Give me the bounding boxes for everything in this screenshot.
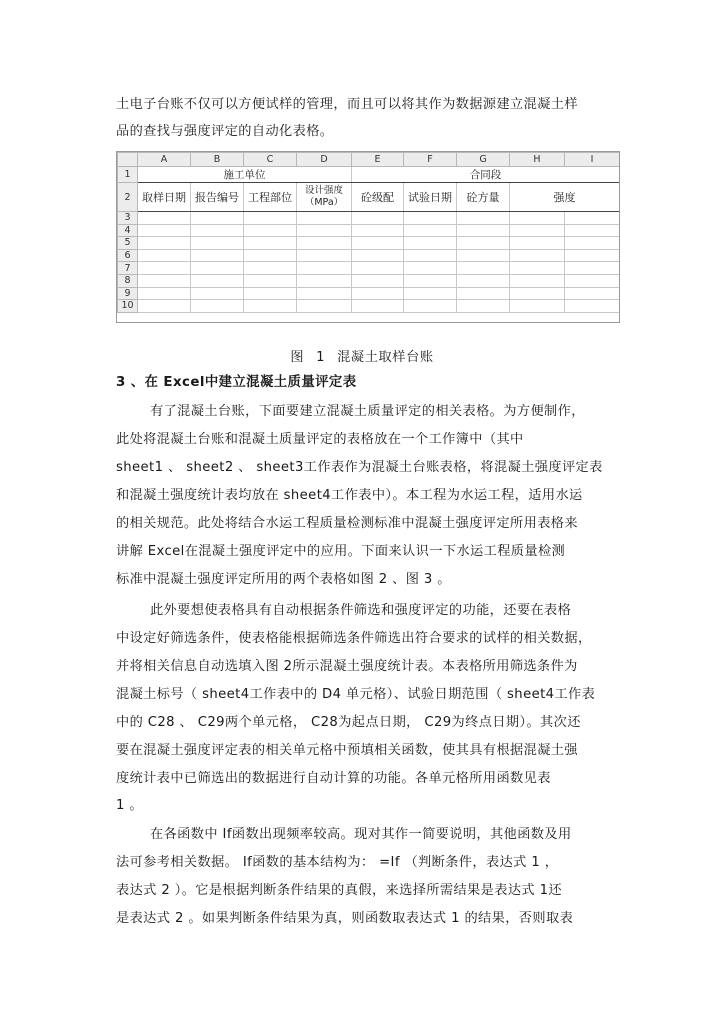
grid-cell[interactable]: [352, 237, 404, 250]
select-all-corner[interactable]: [118, 153, 138, 167]
grid-cell[interactable]: [244, 249, 297, 262]
paragraph-2-line: 度统计表中已筛选出的数据进行自动计算的功能。各单元格所用函数见表: [116, 771, 551, 786]
figure-caption: [0, 346, 724, 365]
grid-cell[interactable]: [352, 249, 404, 262]
grid-cell[interactable]: [510, 249, 565, 262]
grid-cell[interactable]: [244, 224, 297, 237]
grid-cell[interactable]: [565, 300, 620, 313]
column-header-g[interactable]: G: [457, 153, 510, 167]
paragraph-1-line: 讲解 Excel在混凝土强度评定中的应用。下面来认识一下水运工程质量检测: [116, 544, 566, 559]
paragraph-1-line: 的相关规范。此处将结合水运工程质量检测标准中混凝土强度评定所用表格来: [116, 516, 578, 531]
grid-cell[interactable]: [565, 224, 620, 237]
column-header-b[interactable]: B: [191, 153, 244, 167]
grid-cell[interactable]: [352, 224, 404, 237]
row-header-1[interactable]: 1: [118, 167, 138, 183]
grid-cell[interactable]: [297, 249, 352, 262]
row-header-4[interactable]: 4: [118, 224, 138, 237]
row-header-9[interactable]: 9: [118, 287, 138, 300]
table-row: [118, 249, 620, 262]
paragraph-2-line: 此外要想使表格具有自动根据条件筛选和强度评定的功能，还要在表格: [150, 603, 572, 618]
grid-cell[interactable]: [191, 287, 244, 300]
spreadsheet-figure: [116, 151, 620, 323]
figure-title: 混凝土取样台账: [337, 350, 434, 365]
section-heading: 3 、在 Excel中建立混凝土质量评定表: [116, 375, 357, 390]
figure-label: 图: [290, 350, 305, 365]
grid-cell[interactable]: [352, 274, 404, 287]
grid-cell[interactable]: [352, 300, 404, 313]
paragraph-2-line: 要在混凝土强度评定表的相关单元格中预填相关函数，使其具有根据混凝土强: [116, 743, 578, 758]
grid-cell[interactable]: [138, 237, 191, 250]
grid-cell[interactable]: [297, 212, 352, 225]
grid-cell[interactable]: [457, 287, 510, 300]
grid-cell[interactable]: [138, 300, 191, 313]
grid-cell[interactable]: [191, 237, 244, 250]
grid-cell[interactable]: [138, 249, 191, 262]
grid-cell[interactable]: [244, 287, 297, 300]
grid-cell[interactable]: [191, 212, 244, 225]
intro-line-1: 土电子台账不仅可以方便试样的管理，而且可以将其作为数据源建立混凝土样: [116, 97, 578, 112]
paragraph-1-line: 此处将混凝土台账和混凝土质量评定的表格放在一个工作簿中（其中: [116, 432, 524, 447]
table-row: [118, 300, 620, 313]
column-header-h[interactable]: H: [510, 153, 565, 167]
grid-cell[interactable]: [565, 212, 620, 225]
header-report-number[interactable]: 报告编号: [191, 183, 244, 212]
table-row: [118, 274, 620, 287]
header-strength[interactable]: 强度: [510, 183, 620, 212]
grid-cell[interactable]: [510, 300, 565, 313]
grid-cell[interactable]: [244, 274, 297, 287]
grid-cell[interactable]: [404, 274, 457, 287]
row-header-7[interactable]: 7: [118, 262, 138, 275]
row-header-3[interactable]: 3: [118, 212, 138, 225]
design-strength-unit: （MPa）: [304, 197, 344, 208]
header-concrete-volume[interactable]: 砼方量: [457, 183, 510, 212]
construction-unit-cell[interactable]: 施工单位: [138, 167, 352, 183]
grid-cell[interactable]: [457, 249, 510, 262]
grid-cell[interactable]: [244, 237, 297, 250]
grid-cell[interactable]: [404, 237, 457, 250]
grid-cell[interactable]: [352, 262, 404, 275]
grid-cell[interactable]: [565, 249, 620, 262]
grid-cell[interactable]: [352, 287, 404, 300]
grid-cell[interactable]: [138, 212, 191, 225]
grid-cell[interactable]: [138, 224, 191, 237]
grid-cell[interactable]: [297, 287, 352, 300]
table-row: [118, 287, 620, 300]
grid-cell[interactable]: [404, 262, 457, 275]
header-concrete-grade[interactable]: 砼级配: [352, 183, 404, 212]
grid-cell[interactable]: [510, 287, 565, 300]
grid-cell[interactable]: [297, 237, 352, 250]
column-header-e[interactable]: E: [352, 153, 404, 167]
grid-cell[interactable]: [565, 274, 620, 287]
grid-cell[interactable]: [297, 300, 352, 313]
paragraph-3-line: 是表达式 2 。如果判断条件结果为真，则函数取表达式 1 的结果，否则取表: [116, 911, 574, 926]
sheet-row-2: [118, 183, 620, 212]
grid-cell[interactable]: [297, 262, 352, 275]
contract-section-cell[interactable]: 合同段: [352, 167, 620, 183]
header-sampling-date[interactable]: 取样日期: [138, 183, 191, 212]
grid-cell[interactable]: [565, 237, 620, 250]
grid-cell[interactable]: [404, 212, 457, 225]
column-header-a[interactable]: A: [138, 153, 191, 167]
sheet-row-1: [118, 167, 620, 183]
grid-cell[interactable]: [191, 224, 244, 237]
grid-cell[interactable]: [138, 262, 191, 275]
grid-cell[interactable]: [244, 262, 297, 275]
grid-cell[interactable]: [457, 237, 510, 250]
grid-cell[interactable]: [138, 274, 191, 287]
paragraph-1-line: 有了混凝土台账，下面要建立混凝土质量评定的相关表格。为方便制作，: [150, 404, 585, 419]
header-design-strength[interactable]: [297, 183, 352, 212]
grid-cell[interactable]: [191, 262, 244, 275]
paragraph-2-line: 中设定好筛选条件，使表格能根据筛选条件筛选出符合要求的试样的相关数据，: [116, 631, 592, 646]
table-row: [118, 262, 620, 275]
paragraph-3-line: 表达式 2 ）。它是根据判断条件结果的真假，来选择所需结果是表达式 1还: [116, 883, 562, 898]
grid-cell[interactable]: [510, 212, 565, 225]
grid-cell[interactable]: [297, 224, 352, 237]
paragraph-3-line: 在各函数中 If函数出现频率较高。现对其作一简要说明，其他函数及用: [150, 827, 572, 842]
grid-cell[interactable]: [565, 287, 620, 300]
grid-cell[interactable]: [191, 274, 244, 287]
grid-cell[interactable]: [244, 300, 297, 313]
row-header-6[interactable]: 6: [118, 249, 138, 262]
grid-cell[interactable]: [191, 300, 244, 313]
paragraph-2-line: 中的 C28 、 C29两个单元格， C28为起点日期， C29为终点日期）。其次还: [116, 715, 581, 730]
table-row: [118, 224, 620, 237]
grid-cell[interactable]: [404, 300, 457, 313]
paragraph-1-line: 和混凝土强度统计表均放在 sheet4工作表中）。本工程为水运工程，适用水运: [116, 488, 583, 503]
figure-number: 1: [316, 350, 326, 365]
header-test-date[interactable]: 试验日期: [404, 183, 457, 212]
paragraph-3-line: 法可参考相关数据。 If函数的基本结构为： =If （判断条件，表达式 1 ，: [116, 855, 559, 870]
paragraph-1-line: 标准中混凝土强度评定所用的两个表格如图 2 、图 3 。: [116, 572, 451, 587]
paragraph-2-line: 混凝土标号（ sheet4工作表中的 D4 单元格）、试验日期范围（ sheet4工作表: [116, 687, 596, 702]
column-header-d[interactable]: D: [297, 153, 352, 167]
grid-cell[interactable]: [404, 249, 457, 262]
grid-cell[interactable]: [457, 224, 510, 237]
paragraph-2-line: 并将相关信息自动选填入图 2所示混凝土强度统计表。本表格所用筛选条件为: [116, 659, 578, 674]
grid-cell[interactable]: [244, 212, 297, 225]
grid-cell[interactable]: [457, 300, 510, 313]
design-strength-label: 设计强度: [304, 185, 343, 196]
column-header-f[interactable]: F: [404, 153, 457, 167]
paragraph-1-line: sheet1 、 sheet2 、 sheet3工作表作为混凝土台账表格，将混凝土强度评定表: [116, 460, 603, 475]
grid-cell[interactable]: [510, 274, 565, 287]
intro-line-2: 品的查找与强度评定的自动化表格。: [116, 124, 334, 139]
header-project-part[interactable]: 工程部位: [244, 183, 297, 212]
column-header-c[interactable]: C: [244, 153, 297, 167]
column-header-row: [118, 153, 620, 167]
row-header-2[interactable]: 2: [118, 183, 138, 212]
row-header-10[interactable]: 10: [118, 300, 138, 313]
paragraph-2-line: 1 。: [116, 798, 143, 813]
grid-cell[interactable]: [565, 262, 620, 275]
column-header-i[interactable]: I: [565, 153, 620, 167]
grid-cell[interactable]: [510, 224, 565, 237]
grid-cell[interactable]: [457, 262, 510, 275]
table-row: [118, 237, 620, 250]
grid-cell[interactable]: [404, 224, 457, 237]
grid-cell[interactable]: [138, 287, 191, 300]
table-row: [118, 212, 620, 225]
grid-cell[interactable]: [457, 212, 510, 225]
row-header-8[interactable]: 8: [118, 274, 138, 287]
row-header-5[interactable]: 5: [118, 237, 138, 250]
grid-cell[interactable]: [404, 287, 457, 300]
grid-cell[interactable]: [352, 212, 404, 225]
grid-cell[interactable]: [510, 262, 565, 275]
grid-cell[interactable]: [191, 249, 244, 262]
grid-cell[interactable]: [510, 237, 565, 250]
grid-cell[interactable]: [297, 274, 352, 287]
grid-cell[interactable]: [457, 274, 510, 287]
